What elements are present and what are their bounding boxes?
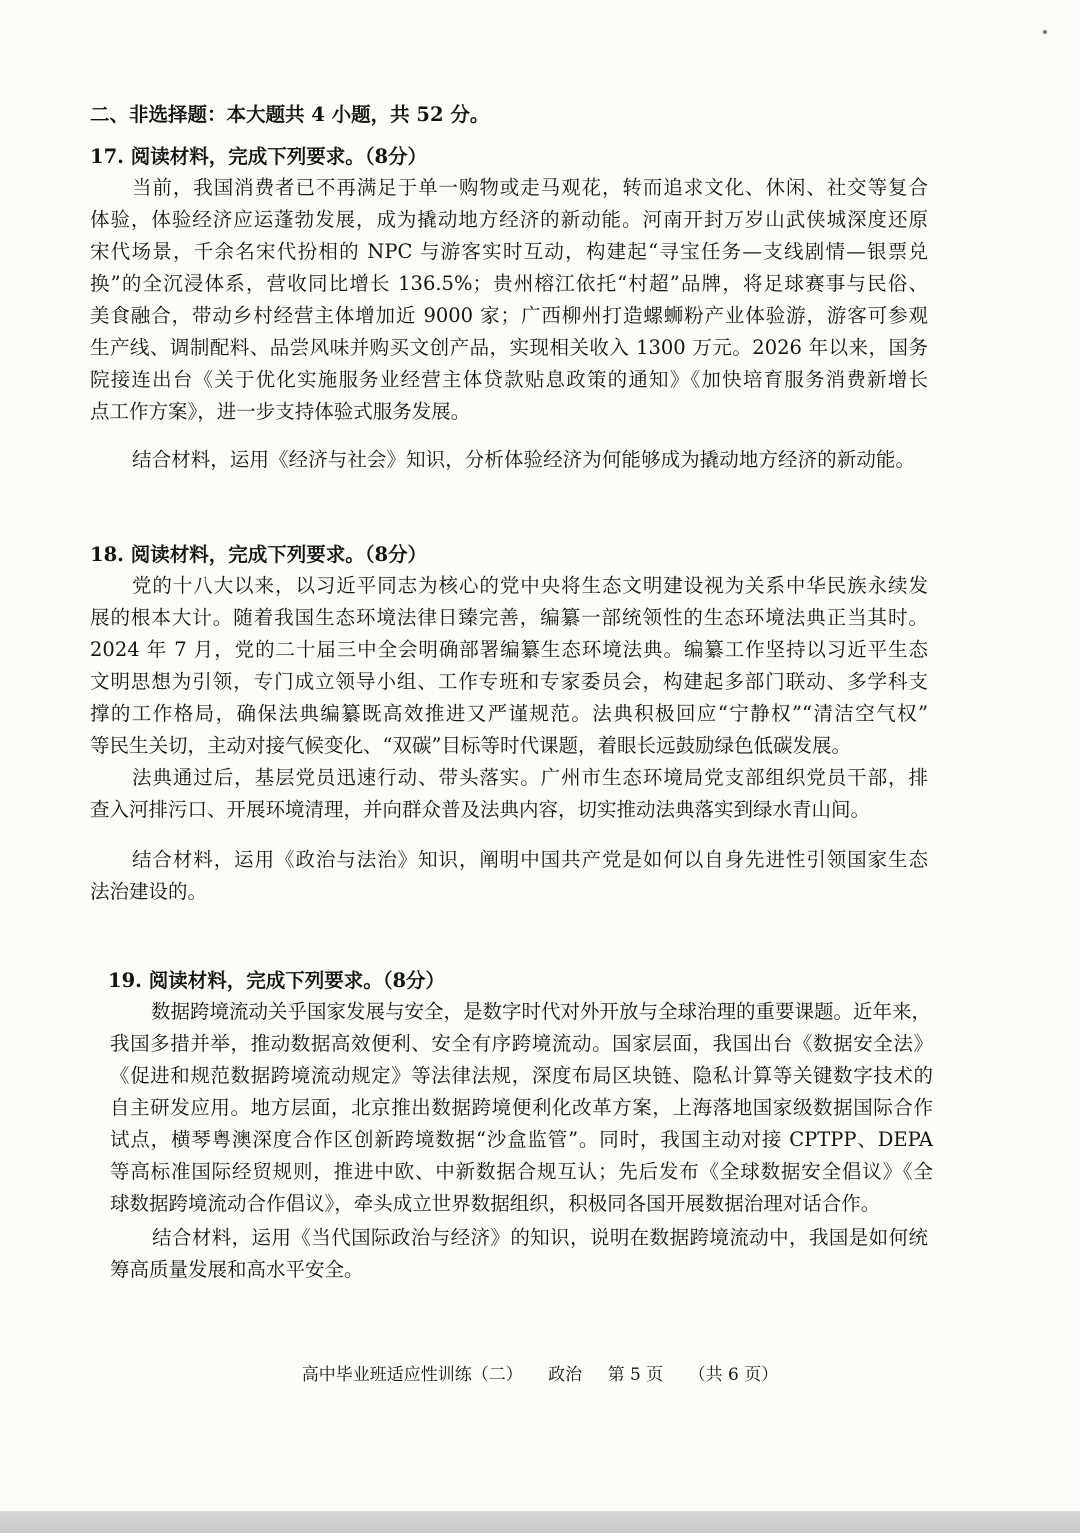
page-bottom-edge <box>0 1511 1080 1533</box>
question-17-title: 17. 阅读材料，完成下列要求。（8分） <box>90 145 428 168</box>
section-heading: 二、非选择题：本大题共 4 小题，共 52 分。 <box>90 103 490 126</box>
footer-subject: 政治 <box>548 1365 583 1385</box>
footer-total-pages: （共 6 页） <box>688 1365 779 1385</box>
q18-material-line: 展的根本大计。随着我国生态环境法律日臻完善，编纂一部统领性的生态环境法典正当其时。 <box>90 606 928 629</box>
q18-material-line: 文明思想为引领，专门成立领导小组、工作专班和专家委员会，构建起多部门联动、多学科支 <box>90 670 928 693</box>
q17-task: 结合材料，运用《经济与社会》知识，分析体验经济为何能够成为撬动地方经济的新动能。 <box>132 448 915 471</box>
question-19-title: 19. 阅读材料，完成下列要求。（8分） <box>108 969 446 992</box>
q17-material-line: 体验，体验经济应运蓬勃发展，成为撬动地方经济的新动能。河南开封万岁山武侠城深度还原 <box>90 208 928 231</box>
q17-material-line: 院接连出台《关于优化实施服务业经营主体贷款贴息政策的通知》《加快培育服务消费新增长 <box>90 368 928 391</box>
q18-material-line: 查入河排污口、开展环境清理，并向群众普及法典内容，切实推动法典落实到绿水青山间。 <box>90 798 871 821</box>
q17-material-line: 点工作方案》，进一步支持体验式服务发展。 <box>90 400 471 423</box>
q17-material-line: 生产线、调制配料、品尝风味并购买文创产品，实现相关收入 1300 万元。2026 年以来，国务 <box>90 336 928 359</box>
q17-material-line: 美食融合，带动乡村经营主体增加近 9000 家；广西柳州打造螺蛳粉产业体验游，游客可参观 <box>90 304 928 327</box>
q19-material-line: 数据跨境流动关乎国家发展与安全，是数字时代对外开放与全球治理的重要课题。近年来， <box>151 1000 932 1023</box>
q17-material-line: 当前，我国消费者已不再满足于单一购物或走马观花，转而追求文化、休闲、社交等复合 <box>132 176 928 199</box>
q18-material-line: 法典通过后，基层党员迅速行动、带头落实。广州市生态环境局党支部组织党员干部，排 <box>132 766 928 789</box>
question-18-title: 18. 阅读材料，完成下列要求。（8分） <box>90 543 428 566</box>
footer-page-number: 第 5 页 <box>607 1365 664 1385</box>
q17-material-line: 换”的全沉浸体系，营收同比增长 136.5%；贵州榕江依托“村超”品牌，将足球赛事与民俗、 <box>90 272 928 295</box>
q19-material-line: 等高标准国际经贸规则，推进中欧、中新数据合规互认；先后发布《全球数据安全倡议》《全 <box>110 1160 933 1183</box>
q18-material-line: 等民生关切，主动对接气候变化、“双碳”目标等时代课题，着眼长远鼓励绿色低碳发展。 <box>90 734 851 757</box>
footer-exam-name: 高中毕业班适应性训练（二） <box>301 1365 523 1385</box>
q18-task: 结合材料，运用《政治与法治》知识，阐明中国共产党是如何以自身先进性引领国家生态 <box>132 848 928 871</box>
q19-material-line: 试点，横琴粤澳深度合作区创新跨境数据“沙盒监管”。同时，我国主动对接 CPTPP、DEPA <box>110 1128 933 1151</box>
page-footer <box>0 1360 1080 1385</box>
q19-material-line: 自主研发应用。地方层面，北京推出数据跨境便利化改革方案，上海落地国家级数据国际合作 <box>110 1096 933 1119</box>
q18-material-line: 党的十八大以来，以习近平同志为核心的党中央将生态文明建设视为关系中华民族永续发 <box>132 574 928 597</box>
scan-speck <box>1043 30 1047 34</box>
q19-material-line: 《促进和规范数据跨境流动规定》等法律法规，深度布局区块链、隐私计算等关键数字技术的 <box>110 1064 933 1087</box>
q17-material-line: 宋代场景，千余名宋代扮相的 NPC 与游客实时互动，构建起“寻宝任务—支线剧情—银票兑 <box>90 240 928 263</box>
q18-material-line: 2024 年 7 月，党的二十届三中全会明确部署编纂生态环境法典。编纂工作坚持以习近平生态 <box>90 638 928 661</box>
q19-task: 结合材料，运用《当代国际政治与经济》的知识，说明在数据跨境流动中，我国是如何统 <box>152 1226 928 1249</box>
q19-material-line: 我国多措并举，推动数据高效便利、安全有序跨境流动。国家层面，我国出台《数据安全法》 <box>110 1032 933 1055</box>
q19-material-line: 球数据跨境流动合作倡议》，牵头成立世界数据组织，积极同各国开展数据治理对话合作。 <box>110 1192 881 1215</box>
q18-material-line: 撑的工作格局，确保法典编纂既高效推进又严谨规范。法典积极回应“宁静权”“清洁空气权” <box>90 702 928 725</box>
q18-task: 法治建设的。 <box>90 880 208 903</box>
q19-task: 筹高质量发展和高水平安全。 <box>110 1258 364 1281</box>
